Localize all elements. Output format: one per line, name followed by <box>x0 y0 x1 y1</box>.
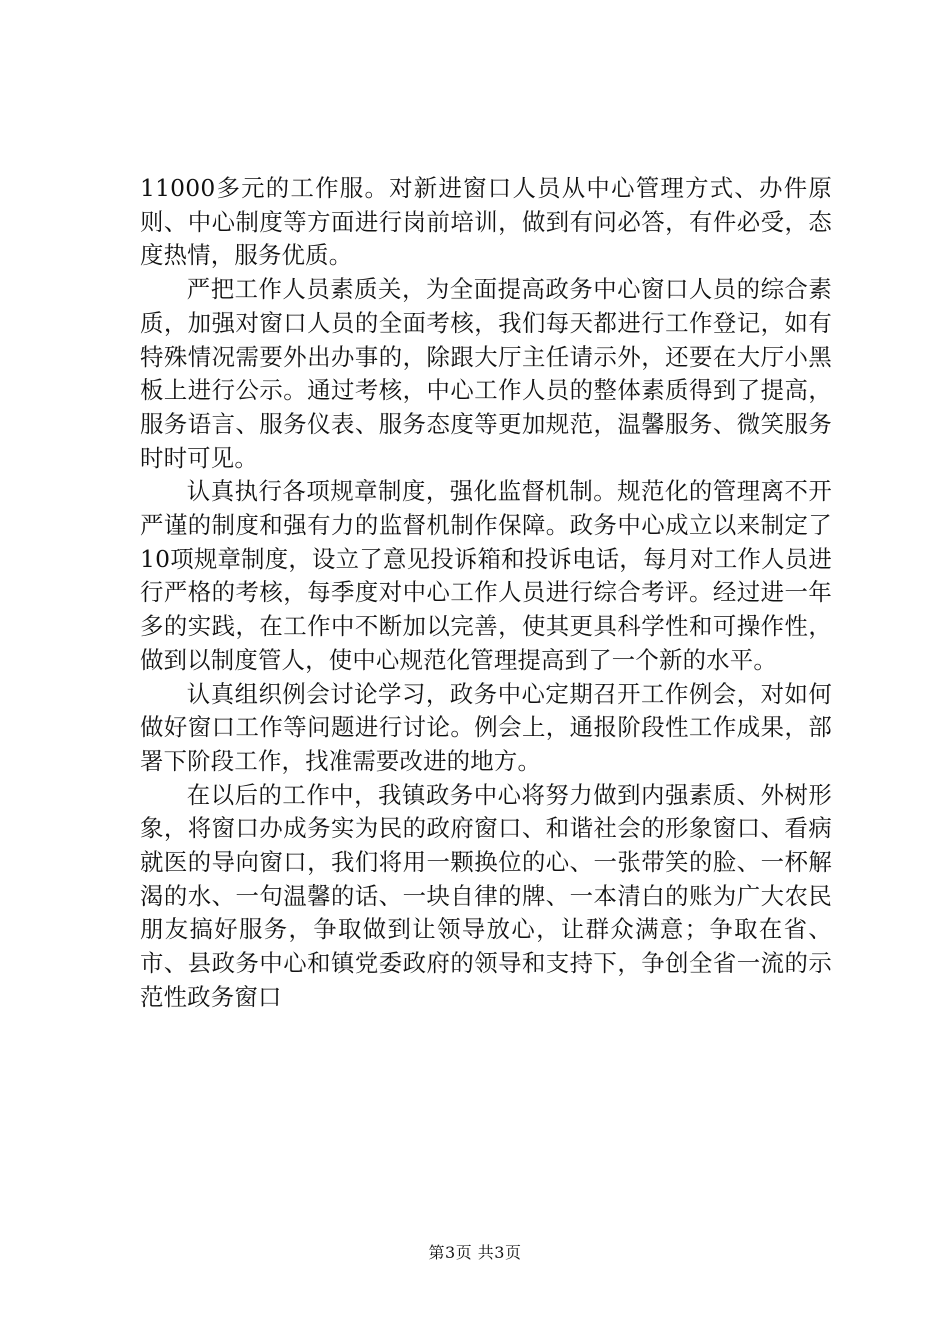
paragraph-future-work: 在以后的工作中，我镇政务中心将努力做到内强素质、外树形象，将窗口办成务实为民的政府窗口、和谐社会的形象窗口、看病就医的导向窗口，我们将用一颗换位的心、一张带笑的脸、一杯解渴的水、一句温馨的话、一块自律的牌、一本清白的账为广大农民朋友搞好服务，争取做到让领导放心，让群众满意；争取在省、市、县政务中心和镇党委政府的领导和支持下，争创全省一流的示范性政务窗口 <box>140 780 832 1011</box>
paragraph-meetings: 认真组织例会讨论学习，政务中心定期召开工作例会，对如何做好窗口工作等问题进行讨论。例会上，通报阶段性工作成果，部署下阶段工作，找准需要改进的地方。 <box>140 679 832 775</box>
paragraph-regulations: 认真执行各项规章制度，强化监督机制。规范化的管理离不开严谨的制度和强有力的监督机制作保障。政务中心成立以来制定了10项规章制度，设立了意见投诉箱和投诉电话，每月对工作人员进行严格的考核，每季度对中心工作人员进行综合考评。经过进一年多的实践，在工作中不断加以完善，使其更具科学性和可操作性，做到以制度管人，使中心规范化管理提高到了一个新的水平。 <box>140 477 832 674</box>
document-body <box>140 172 832 1015</box>
page-number: 第3页 共3页 <box>428 1243 522 1262</box>
paragraph-staff-quality: 严把工作人员素质关，为全面提高政务中心窗口人员的综合素质，加强对窗口人员的全面考核，我们每天都进行工作登记，如有特殊情况需要外出办事的，除跟大厅主任请示外，还要在大厅小黑板上进行公示。通过考核，中心工作人员的整体素质得到了提高，服务语言、服务仪表、服务态度等更加规范，温馨服务、微笑服务时时可见。 <box>140 275 832 472</box>
paragraph-continuation: 11000多元的工作服。对新进窗口人员从中心管理方式、办件原则、中心制度等方面进行岗前培训，做到有问必答，有件必受，态度热情，服务优质。 <box>140 174 832 270</box>
